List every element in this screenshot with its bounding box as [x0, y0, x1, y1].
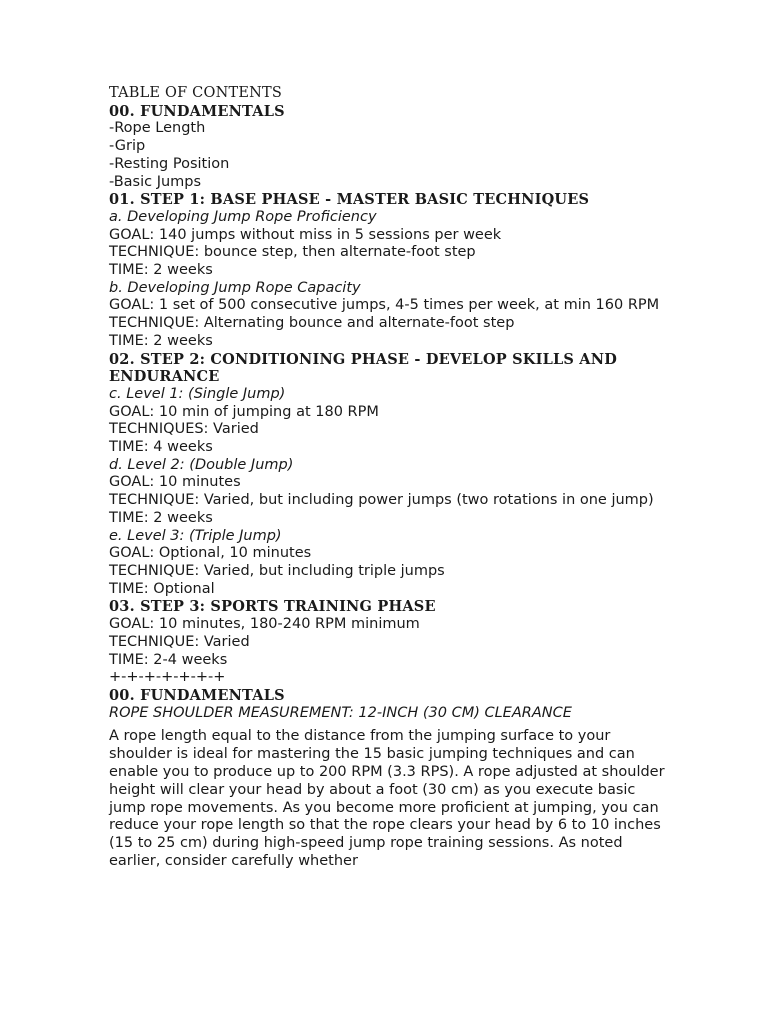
toc-item: -Basic Jumps	[109, 173, 202, 190]
technique-line: TECHNIQUE: Varied	[109, 633, 250, 650]
section-heading: 01. STEP 1: BASE PHASE - MASTER BASIC TECHNIQUES	[109, 191, 590, 209]
technique-line: TECHNIQUE: bounce step, then alternate-foot step	[109, 244, 476, 261]
subsection-title: a. Developing Jump Rope Proficiency	[109, 208, 377, 225]
time-line: TIME: 4 weeks	[109, 439, 213, 456]
subsection-title: e. Level 3: (Triple Jump)	[109, 527, 282, 544]
goal-line: GOAL: Optional, 10 minutes	[109, 545, 312, 562]
goal-line: GOAL: 140 jumps without miss in 5 sessions per week	[109, 226, 502, 243]
goal-line: GOAL: 10 minutes	[109, 474, 241, 491]
toc-title: TABLE OF CONTENTS	[109, 85, 283, 101]
goal-line: GOAL: 1 set of 500 consecutive jumps, 4-5 times per week, at min 160 RPM	[109, 297, 660, 314]
technique-line: TECHNIQUES: Varied	[109, 421, 259, 438]
body-paragraph: A rope length equal to the distance from the jumping surface to your shoulder is ideal for mastering the 15 basic jumping techniques and can enable you to produce up to 200 RPM (3.3 RPS). A rope adjusted at shoulder height will clear your head by about a foot (30 cm) as you execute basic jump rope movements. As you become more proficient at jumping, you can reduce your rope length so that the rope clears your head by 6 to 10 inches (15 to 25 cm) during high-speed jump rope training sessions. As noted earlier, consider carefully whether	[109, 728, 665, 869]
subsection-title: ROPE SHOULDER MEASUREMENT: 12-INCH (30 CM) CLEARANCE	[109, 704, 572, 721]
time-line: TIME: 2 weeks	[109, 262, 213, 279]
time-line: TIME: Optional	[109, 580, 215, 597]
document-lines	[109, 103, 669, 723]
toc-item: -Grip	[109, 138, 146, 155]
separator-line: +-+-+-+-+-+-+	[109, 669, 226, 686]
section-heading: 02. STEP 2: CONDITIONING PHASE - DEVELOP SKILLS AND ENDURANCE	[109, 350, 623, 386]
technique-line: TECHNIQUE: Varied, but including triple jumps	[109, 562, 445, 579]
goal-line: GOAL: 10 minutes, 180-240 RPM minimum	[109, 616, 420, 633]
toc-item: -Rope Length	[109, 120, 206, 137]
section-heading: 00. FUNDAMENTALS	[109, 686, 285, 704]
technique-line: TECHNIQUE: Varied, but including power jumps (two rotations in one jump)	[109, 492, 654, 509]
subsection-title: b. Developing Jump Rope Capacity	[109, 279, 361, 296]
toc-item: -Resting Position	[109, 155, 230, 172]
section-heading: 00. FUNDAMENTALS	[109, 102, 285, 120]
subsection-title: c. Level 1: (Single Jump)	[109, 385, 286, 402]
time-line: TIME: 2 weeks	[109, 509, 213, 526]
time-line: TIME: 2-4 weeks	[109, 651, 228, 668]
section-heading: 03. STEP 3: SPORTS TRAINING PHASE	[109, 598, 436, 616]
subsection-title: d. Level 2: (Double Jump)	[109, 456, 294, 473]
document-page	[109, 85, 669, 871]
goal-line: GOAL: 10 min of jumping at 180 RPM	[109, 403, 379, 420]
time-line: TIME: 2 weeks	[109, 332, 213, 349]
technique-line: TECHNIQUE: Alternating bounce and alternate-foot step	[109, 315, 515, 332]
